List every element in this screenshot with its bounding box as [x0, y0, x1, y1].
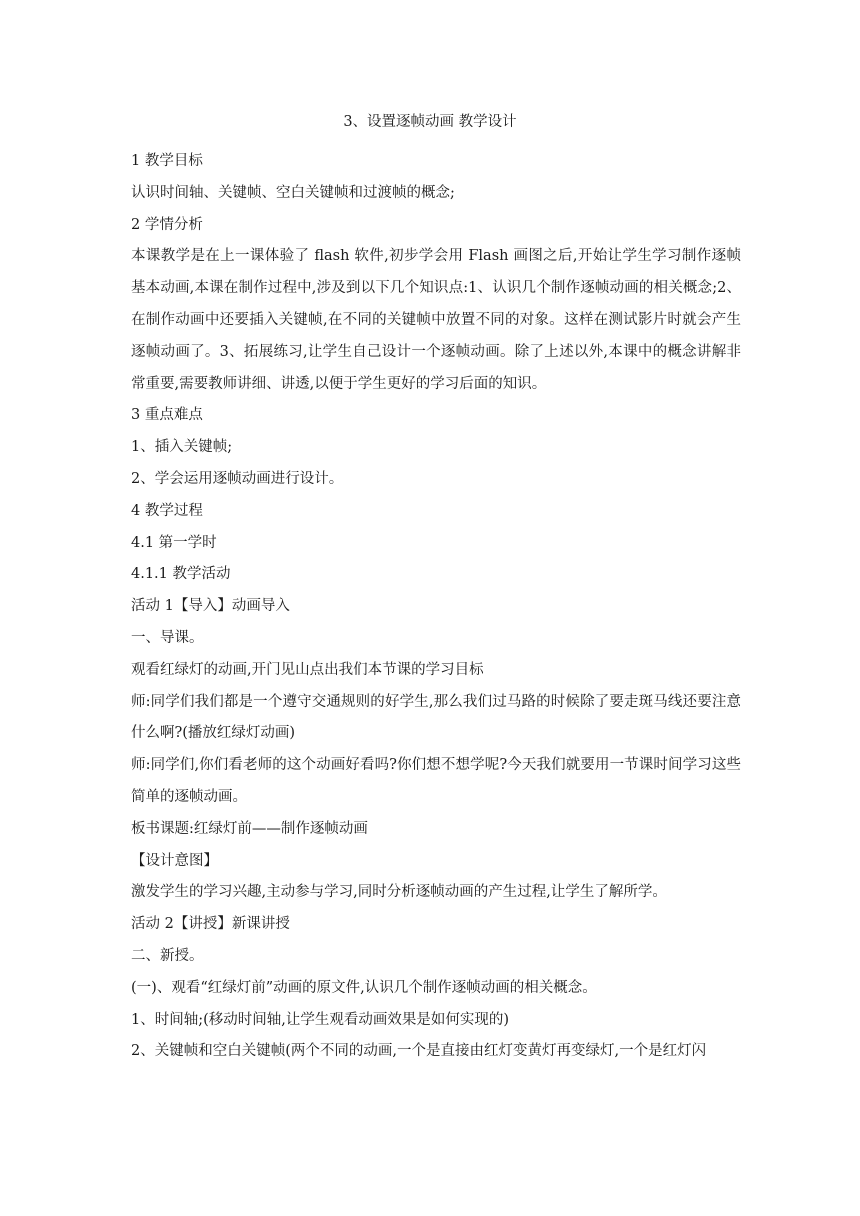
- paragraph-board-title: 板书课题:红绿灯前——制作逐帧动画: [131, 820, 368, 837]
- paragraph-source-file: (一)、观看“红绿灯前”动画的原文件,认识几个制作逐帧动画的相关概念。: [131, 979, 597, 996]
- paragraph-teacher-2: 师:同学们,你们看老师的这个动画好看吗?你们想不想学呢?今天我们就要用一节课时间学习这些简单的逐帧动画。: [131, 757, 741, 805]
- heading-activity-2: 活动 2【讲授】新课讲授: [131, 916, 290, 933]
- paragraph-watch-animation: 观看红绿灯的动画,开门见山点出我们本节课的学习目标: [131, 661, 484, 678]
- paragraph-new-lesson: 二、新授。: [131, 947, 204, 964]
- document-title: 3、设置逐帧动画 教学设计: [343, 114, 517, 130]
- heading-student-analysis: 2 学情分析: [131, 216, 203, 233]
- heading-key-points: 3 重点难点: [131, 407, 203, 424]
- paragraph-keyframes: 2、关键帧和空白关键帧(两个不同的动画,一个是直接由红灯变黄灯再变绿灯,一个是红灯闪: [131, 1043, 707, 1060]
- heading-design-intent: 【设计意图】: [131, 852, 218, 869]
- heading-teaching-goals: 1 教学目标: [131, 153, 203, 169]
- paragraph-key-point-2: 2、学会运用逐帧动画进行设计。: [131, 470, 344, 487]
- paragraph-student-analysis: 本课教学是在上一课体验了 flash 软件,初步学会用 Flash 画图之后,开始让学生学习制作逐帧基本动画,本课在制作过程中,涉及到以下几个知识点:1、认识几个制作逐帧动画的相关概念;2、在制作动画中还要插入关键帧,在不同的关键帧中放置不同的对象。这样在测试影片时就会产生逐帧动画了。3、拓展练习,让学生自己设计一个逐帧动画。除了上述以外,本课中的概念讲解非常重要,需要教师讲细、讲透,以便于学生更好的学习后面的知识。: [131, 248, 741, 392]
- heading-teaching-activities: 4.1.1 教学活动: [131, 566, 231, 583]
- paragraph-design-intent: 激发学生的学习兴趣,主动参与学习,同时分析逐帧动画的产生过程,让学生了解所学。: [131, 884, 667, 901]
- document-body: [131, 146, 741, 1068]
- paragraph-timeline: 1、时间轴;(移动时间轴,让学生观看动画效果是如何实现的): [131, 1011, 510, 1028]
- paragraph-teacher-1: 师:同学们我们都是一个遵守交通规则的好学生,那么我们过马路的时候除了要走斑马线还要注意什么啊?(播放红绿灯动画): [131, 693, 741, 742]
- paragraph-lead-in: 一、导课。: [131, 629, 204, 646]
- paragraph-key-point-1: 1、插入关键帧;: [131, 439, 233, 456]
- heading-activity-1: 活动 1【导入】动画导入: [131, 598, 290, 615]
- heading-teaching-process: 4 教学过程: [131, 502, 203, 519]
- paragraph-goals: 认识时间轴、关键帧、空白关键帧和过渡帧的概念;: [131, 184, 455, 201]
- heading-first-period: 4.1 第一学时: [131, 534, 217, 551]
